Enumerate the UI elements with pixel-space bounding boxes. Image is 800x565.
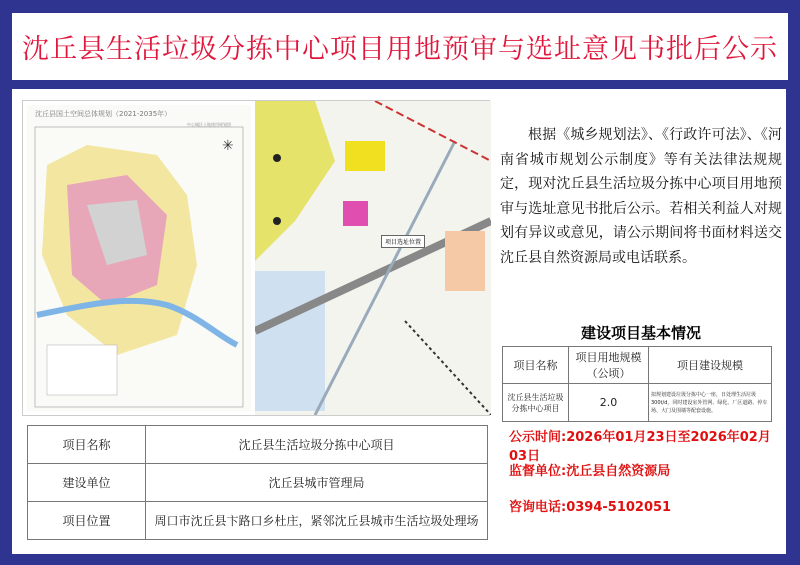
row-label: 项目位置 — [28, 502, 146, 540]
table-cell: 2.0 — [569, 384, 649, 422]
map-subtitle: 中心城区土地使用规划图 — [187, 122, 231, 127]
site-location-label: 项目选址位置 — [381, 235, 425, 248]
table-row — [503, 384, 772, 422]
row-label: 项目名称 — [28, 426, 146, 464]
supervisor: 监督单位:沈丘县自然资源局 — [509, 464, 671, 479]
contact-phone: 咨询电话:0394-5102051 — [509, 500, 672, 515]
row-value: 周口市沈丘县卞路口乡杜庄，紧邻沈丘县城市生活垃圾处理场 — [146, 502, 488, 540]
header-cell: 项目用地规模（公顷） — [569, 347, 649, 384]
title-banner — [12, 13, 788, 80]
page-title: 沈丘县生活垃圾分拣中心项目用地预审与选址意见书批后公示 — [22, 34, 778, 65]
publicity-time: 公示时间:2026年01月23日至2026年02月03日 — [509, 430, 771, 464]
land-use-plan-map — [27, 105, 251, 411]
svg-text:✳: ✳ — [222, 138, 234, 154]
table-row — [28, 502, 488, 540]
basic-info-title: 建设项目基本情况 — [580, 324, 701, 342]
header-cell: 项目名称 — [503, 347, 569, 384]
project-table — [27, 425, 488, 540]
row-value: 沈丘县城市管理局 — [146, 464, 488, 502]
basic-info-table — [502, 346, 772, 422]
table-row — [28, 464, 488, 502]
row-value: 沈丘县生活垃圾分拣中心项目 — [146, 426, 488, 464]
row-label: 建设单位 — [28, 464, 146, 502]
map-title: 沈丘县国土空间总体规划（2021-2035年） — [35, 110, 172, 118]
table-cell: 拟规划建设垃圾分拣中心一座，日处理生活垃圾300t/d，同时建设室外管网、绿化、厂区道路、停车场、大门及围墙等配套设施。 — [649, 384, 772, 422]
notice-text: 根据《城乡规划法》、《行政许可法》、《河南省城市规划公示制度》等有关法律法规规定，现对沈丘县生活垃圾分拣中心项目用地预审与选址意见书批后公示。若相关利益人对规划有异议或意见，请公示期间将书面材料送交沈丘县自然资源局或电话联系。 — [500, 127, 782, 266]
table-cell: 沈丘县生活垃圾分拣中心项目 — [503, 384, 569, 422]
header-cell: 项目建设规模 — [649, 347, 772, 384]
main-panel — [12, 89, 786, 554]
site-location-map — [255, 101, 491, 415]
map-panel — [22, 100, 490, 416]
table-row — [28, 426, 488, 464]
table-header-row — [503, 347, 772, 384]
